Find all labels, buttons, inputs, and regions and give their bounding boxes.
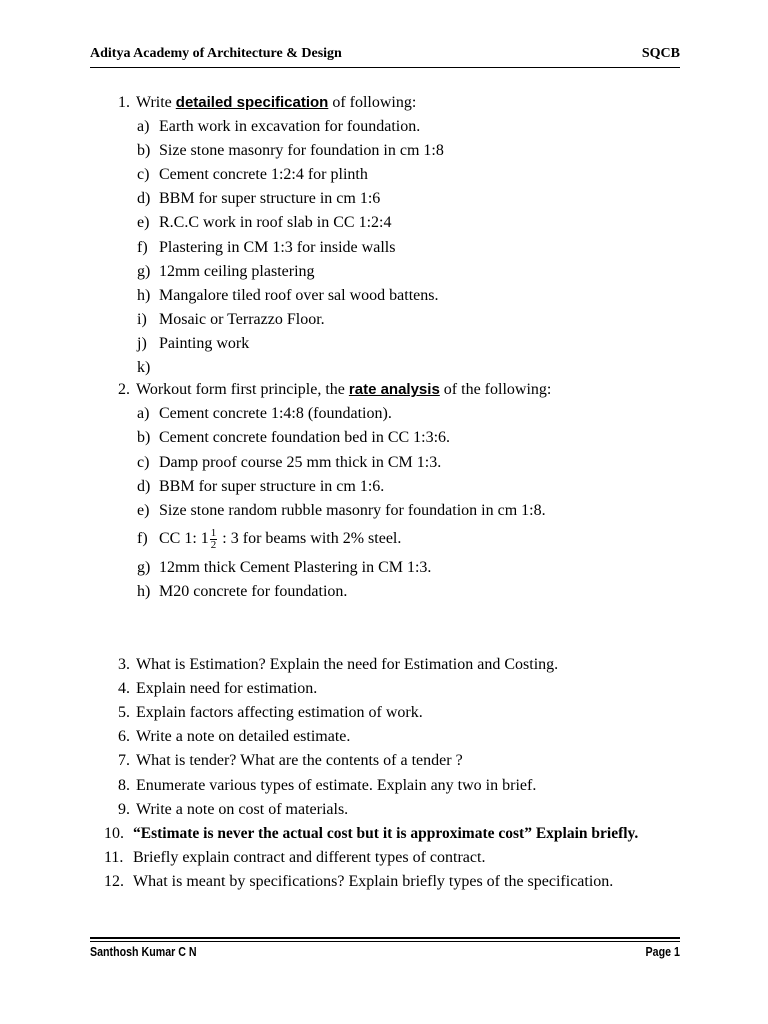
q2-item-text: Cement concrete foundation bed in CC 1:3:6. bbox=[159, 429, 451, 446]
q2-item-label: f) bbox=[137, 530, 148, 547]
q1-item-label: f) bbox=[137, 238, 148, 256]
q2-item-text: M20 concrete for foundation. bbox=[159, 583, 348, 600]
question-text: Briefly explain contract and different types of contract. bbox=[133, 848, 486, 866]
q2-item-label: b) bbox=[137, 429, 151, 446]
q1-item-text: 12mm ceiling plastering bbox=[159, 262, 315, 280]
q2-pre: Workout form first principle, the bbox=[136, 381, 349, 398]
question-number: 10. bbox=[104, 824, 124, 842]
q2-item-text: Cement concrete 1:4:8 (foundation). bbox=[159, 405, 392, 422]
q1-item-label: b) bbox=[137, 142, 151, 160]
footer-rule bbox=[90, 937, 680, 939]
q1-emphasis: detailed specification bbox=[175, 94, 329, 111]
header-rule bbox=[90, 67, 680, 68]
footer-author: Santhosh Kumar C N bbox=[90, 944, 197, 959]
question-number: 6. bbox=[118, 728, 130, 746]
question-text: Explain need for estimation. bbox=[136, 680, 318, 698]
q1-text bbox=[136, 93, 416, 113]
question-text: What is tender? What are the contents of a tender ? bbox=[136, 752, 463, 770]
q2-text bbox=[136, 380, 551, 400]
header-subject-code: SQCB bbox=[641, 46, 680, 61]
q1-item-text: R.C.C work in roof slab in CC 1:2:4 bbox=[159, 214, 392, 232]
q1-number: 1. bbox=[118, 94, 130, 111]
fraction-text-post: : 3 for beams with 2% steel. bbox=[218, 530, 402, 547]
fraction-text-pre: CC 1: 1 bbox=[159, 530, 209, 547]
q1-item-label: d) bbox=[137, 190, 151, 208]
fraction bbox=[210, 528, 218, 551]
q2-item-text: Damp proof course 25 mm thick in CM 1:3. bbox=[159, 453, 442, 471]
page-header bbox=[90, 46, 680, 62]
fraction-numerator: 1 bbox=[210, 526, 217, 539]
page-footer bbox=[90, 944, 680, 959]
q1-item-label: i) bbox=[137, 310, 147, 328]
q2-emphasis: rate analysis bbox=[348, 381, 440, 398]
q1-item-label: e) bbox=[137, 214, 150, 232]
question-text: Enumerate various types of estimate. Explain any two in brief. bbox=[136, 776, 537, 794]
q1-item-label: j) bbox=[137, 334, 147, 352]
q1-item-text: Plastering in CM 1:3 for inside walls bbox=[159, 238, 396, 256]
q2-item-label: d) bbox=[137, 478, 151, 495]
q2-item-text: BBM for super structure in cm 1:6. bbox=[159, 478, 385, 495]
q2-post: of the following: bbox=[439, 381, 552, 398]
question-text: What is Estimation? Explain the need for Estimation and Costing. bbox=[136, 656, 559, 673]
q2-item-label: a) bbox=[137, 405, 150, 422]
footer-page-number: Page 1 bbox=[645, 944, 680, 959]
question-number: 7. bbox=[118, 752, 130, 770]
question-text: “Estimate is never the actual cost but it is approximate cost” Explain briefly. bbox=[133, 824, 639, 842]
q1-item-label: h) bbox=[137, 286, 151, 304]
q2-item-label: e) bbox=[137, 502, 150, 519]
footer-rule-thin bbox=[90, 941, 680, 942]
q1-item-text: Size stone masonry for foundation in cm 1:8 bbox=[159, 142, 444, 160]
q1-pre: Write bbox=[136, 94, 176, 111]
q1-item-text: Mangalore tiled roof over sal wood battens. bbox=[159, 286, 439, 304]
q2-item-text bbox=[159, 525, 401, 553]
question-number: 9. bbox=[118, 800, 130, 818]
header-institution: Aditya Academy of Architecture & Design bbox=[90, 46, 342, 61]
q1-item-text: Painting work bbox=[159, 334, 250, 352]
q2-number: 2. bbox=[118, 381, 130, 398]
question-text: Write a note on cost of materials. bbox=[136, 800, 349, 818]
q1-item-label: g) bbox=[137, 262, 151, 280]
q1-post: of following: bbox=[328, 94, 417, 111]
q1-item-label: k) bbox=[137, 359, 151, 376]
question-number: 5. bbox=[118, 704, 130, 722]
q2-item-label: g) bbox=[137, 559, 151, 576]
q1-item-text: Mosaic or Terrazzo Floor. bbox=[159, 310, 325, 328]
question-text: What is meant by specifications? Explain briefly types of the specification. bbox=[133, 872, 614, 890]
question-number: 3. bbox=[118, 656, 130, 673]
q1-item-text: Cement concrete 1:2:4 for plinth bbox=[159, 166, 368, 184]
q2-item-label: h) bbox=[137, 583, 151, 600]
question-text: Explain factors affecting estimation of work. bbox=[136, 704, 423, 722]
q1-item-label: a) bbox=[137, 118, 150, 135]
q2-item-text: 12mm thick Cement Plastering in CM 1:3. bbox=[159, 559, 432, 576]
question-number: 12. bbox=[104, 872, 124, 890]
question-number: 4. bbox=[118, 680, 130, 698]
q1-item-text: Earth work in excavation for foundation. bbox=[159, 118, 421, 135]
fraction-denominator: 2 bbox=[210, 538, 217, 551]
q1-item-label: c) bbox=[137, 166, 150, 184]
q2-item-label: c) bbox=[137, 453, 150, 471]
question-text: Write a note on detailed estimate. bbox=[136, 728, 351, 746]
q2-item-text: Size stone random rubble masonry for foundation in cm 1:8. bbox=[159, 502, 546, 519]
question-number: 11. bbox=[104, 848, 124, 866]
question-number: 8. bbox=[118, 776, 130, 794]
q1-item-text: BBM for super structure in cm 1:6 bbox=[159, 190, 381, 208]
